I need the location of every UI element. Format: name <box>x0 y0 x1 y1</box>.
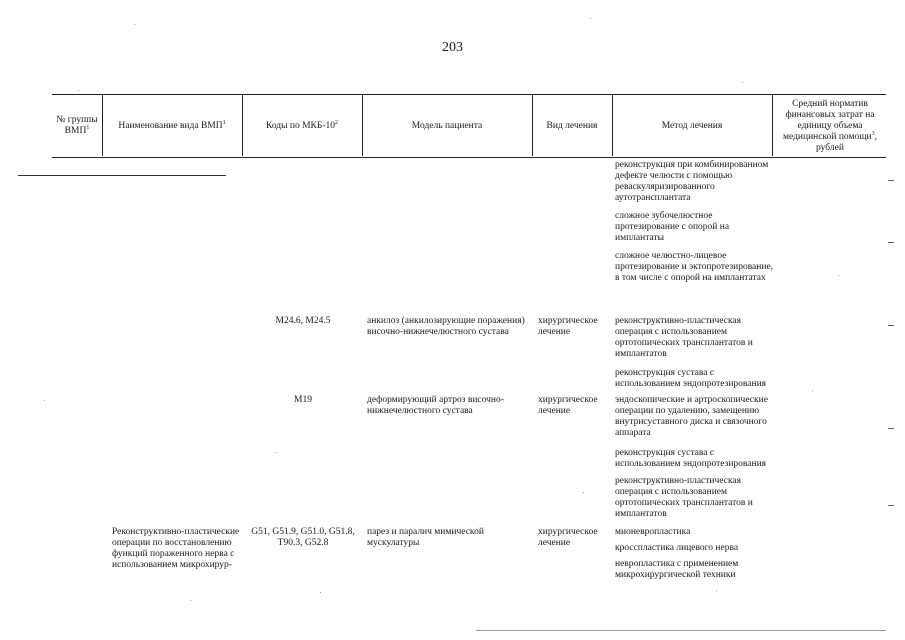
icd-codes: M24.6, M24.5 <box>275 316 331 326</box>
column-divider <box>772 94 773 156</box>
column-divider <box>102 94 103 156</box>
scan-mark <box>888 505 894 506</box>
method-text: мионевропластика <box>615 527 691 537</box>
column-divider <box>362 94 363 156</box>
method-text: реконструктивно-пластическая операция с использованием ортотопических трансплантатов и имплантатов <box>615 316 753 359</box>
scan-speck <box>590 18 591 19</box>
header-codes-text: Коды по МКБ-10 <box>265 120 336 131</box>
header-treatment: Вид лечения <box>546 120 598 131</box>
scan-speck <box>320 592 321 593</box>
scan-mark <box>888 180 894 181</box>
header-name <box>102 95 242 157</box>
method-text: сложное зубочелюстное протезирование с опорой на имплантаты <box>615 211 730 243</box>
header-codes-sup: 2 <box>335 119 339 126</box>
treatment-type: хирургическое лечение <box>538 395 598 416</box>
scan-speck <box>583 492 584 493</box>
header-cost-text: Средний норматив финансовых затрат на единицу объема медицинской помощи <box>782 98 875 142</box>
scan-speck <box>190 600 191 601</box>
scan-speck <box>78 90 79 91</box>
header-cost-sup: 3 <box>871 130 875 137</box>
header-group-no <box>52 95 102 157</box>
scan-speck <box>134 24 135 25</box>
method-text: кросспластика лицевого нерва <box>615 543 739 553</box>
scan-line <box>18 175 226 176</box>
method-text: реконструкция при комбинированном дефекте челюсти с помощью реваскуляризированного аутотрансплантата <box>615 160 769 203</box>
header-cost <box>774 95 886 157</box>
treatment-type: хирургическое лечение <box>538 527 598 548</box>
scan-mark <box>888 242 894 243</box>
header-codes <box>242 95 362 157</box>
scan-speck <box>44 400 45 401</box>
method-text: эндоскопические и артроскопические операции по удалению, замещению внутрисуставного диска и связочного аппарата <box>615 395 768 438</box>
vmp-name: Реконструктивно-пластические операции по восстановлению функций пораженного нерва с использованием микрохирур- <box>112 527 240 570</box>
scan-speck <box>812 390 813 391</box>
icd-codes: G51, G51.9, G51.0, G51.8, T90.3, G52.8 <box>251 527 355 548</box>
scan-mark <box>888 325 894 326</box>
scan-line <box>476 630 886 631</box>
column-divider <box>612 94 613 156</box>
table-header <box>52 94 886 158</box>
patient-model: парез и паралич мимической мускулатуры <box>367 527 484 548</box>
patient-model: анкилоз (анкилозирующие поражения) височно-нижнечелюстного сустава <box>367 316 525 337</box>
method-text: сложное челюстно-лицевое протезирование и эктопротезирование, в том числе с опорой на имплантатах <box>615 251 774 283</box>
scan-mark <box>888 428 894 429</box>
treatment-type: хирургическое лечение <box>538 316 598 337</box>
header-method: Метод лечения <box>661 120 723 131</box>
header-name-text: Наименование вида ВМП <box>118 120 223 131</box>
header-group-no-text: № группы ВМП <box>56 115 98 136</box>
header-name-sup: 1 <box>222 119 226 126</box>
patient-model: деформирующий артроз височно-нижнечелюстного сустава <box>367 395 504 416</box>
header-cost-tail: , рублей <box>816 131 878 153</box>
column-divider <box>532 94 533 156</box>
method-text: реконструкция сустава с использованием эндопротезирования <box>615 448 767 469</box>
method-text: реконструкция сустава с использованием эндопротезирования <box>615 368 767 389</box>
scan-speck <box>742 82 743 83</box>
method-text: реконструктивно-пластическая операция с использованием ортотопических трансплантатов и имплантатов <box>615 476 753 519</box>
column-divider <box>242 94 243 156</box>
scan-speck <box>838 275 839 276</box>
method-text: невропластика с применением микрохирургической техники <box>615 559 739 580</box>
page-number: 203 <box>442 40 463 55</box>
scan-speck <box>716 590 717 591</box>
icd-codes: M19 <box>294 395 312 405</box>
header-model: Модель пациента <box>411 120 483 131</box>
header-group-no-sup: 1 <box>86 124 90 131</box>
scan-speck <box>276 452 277 453</box>
